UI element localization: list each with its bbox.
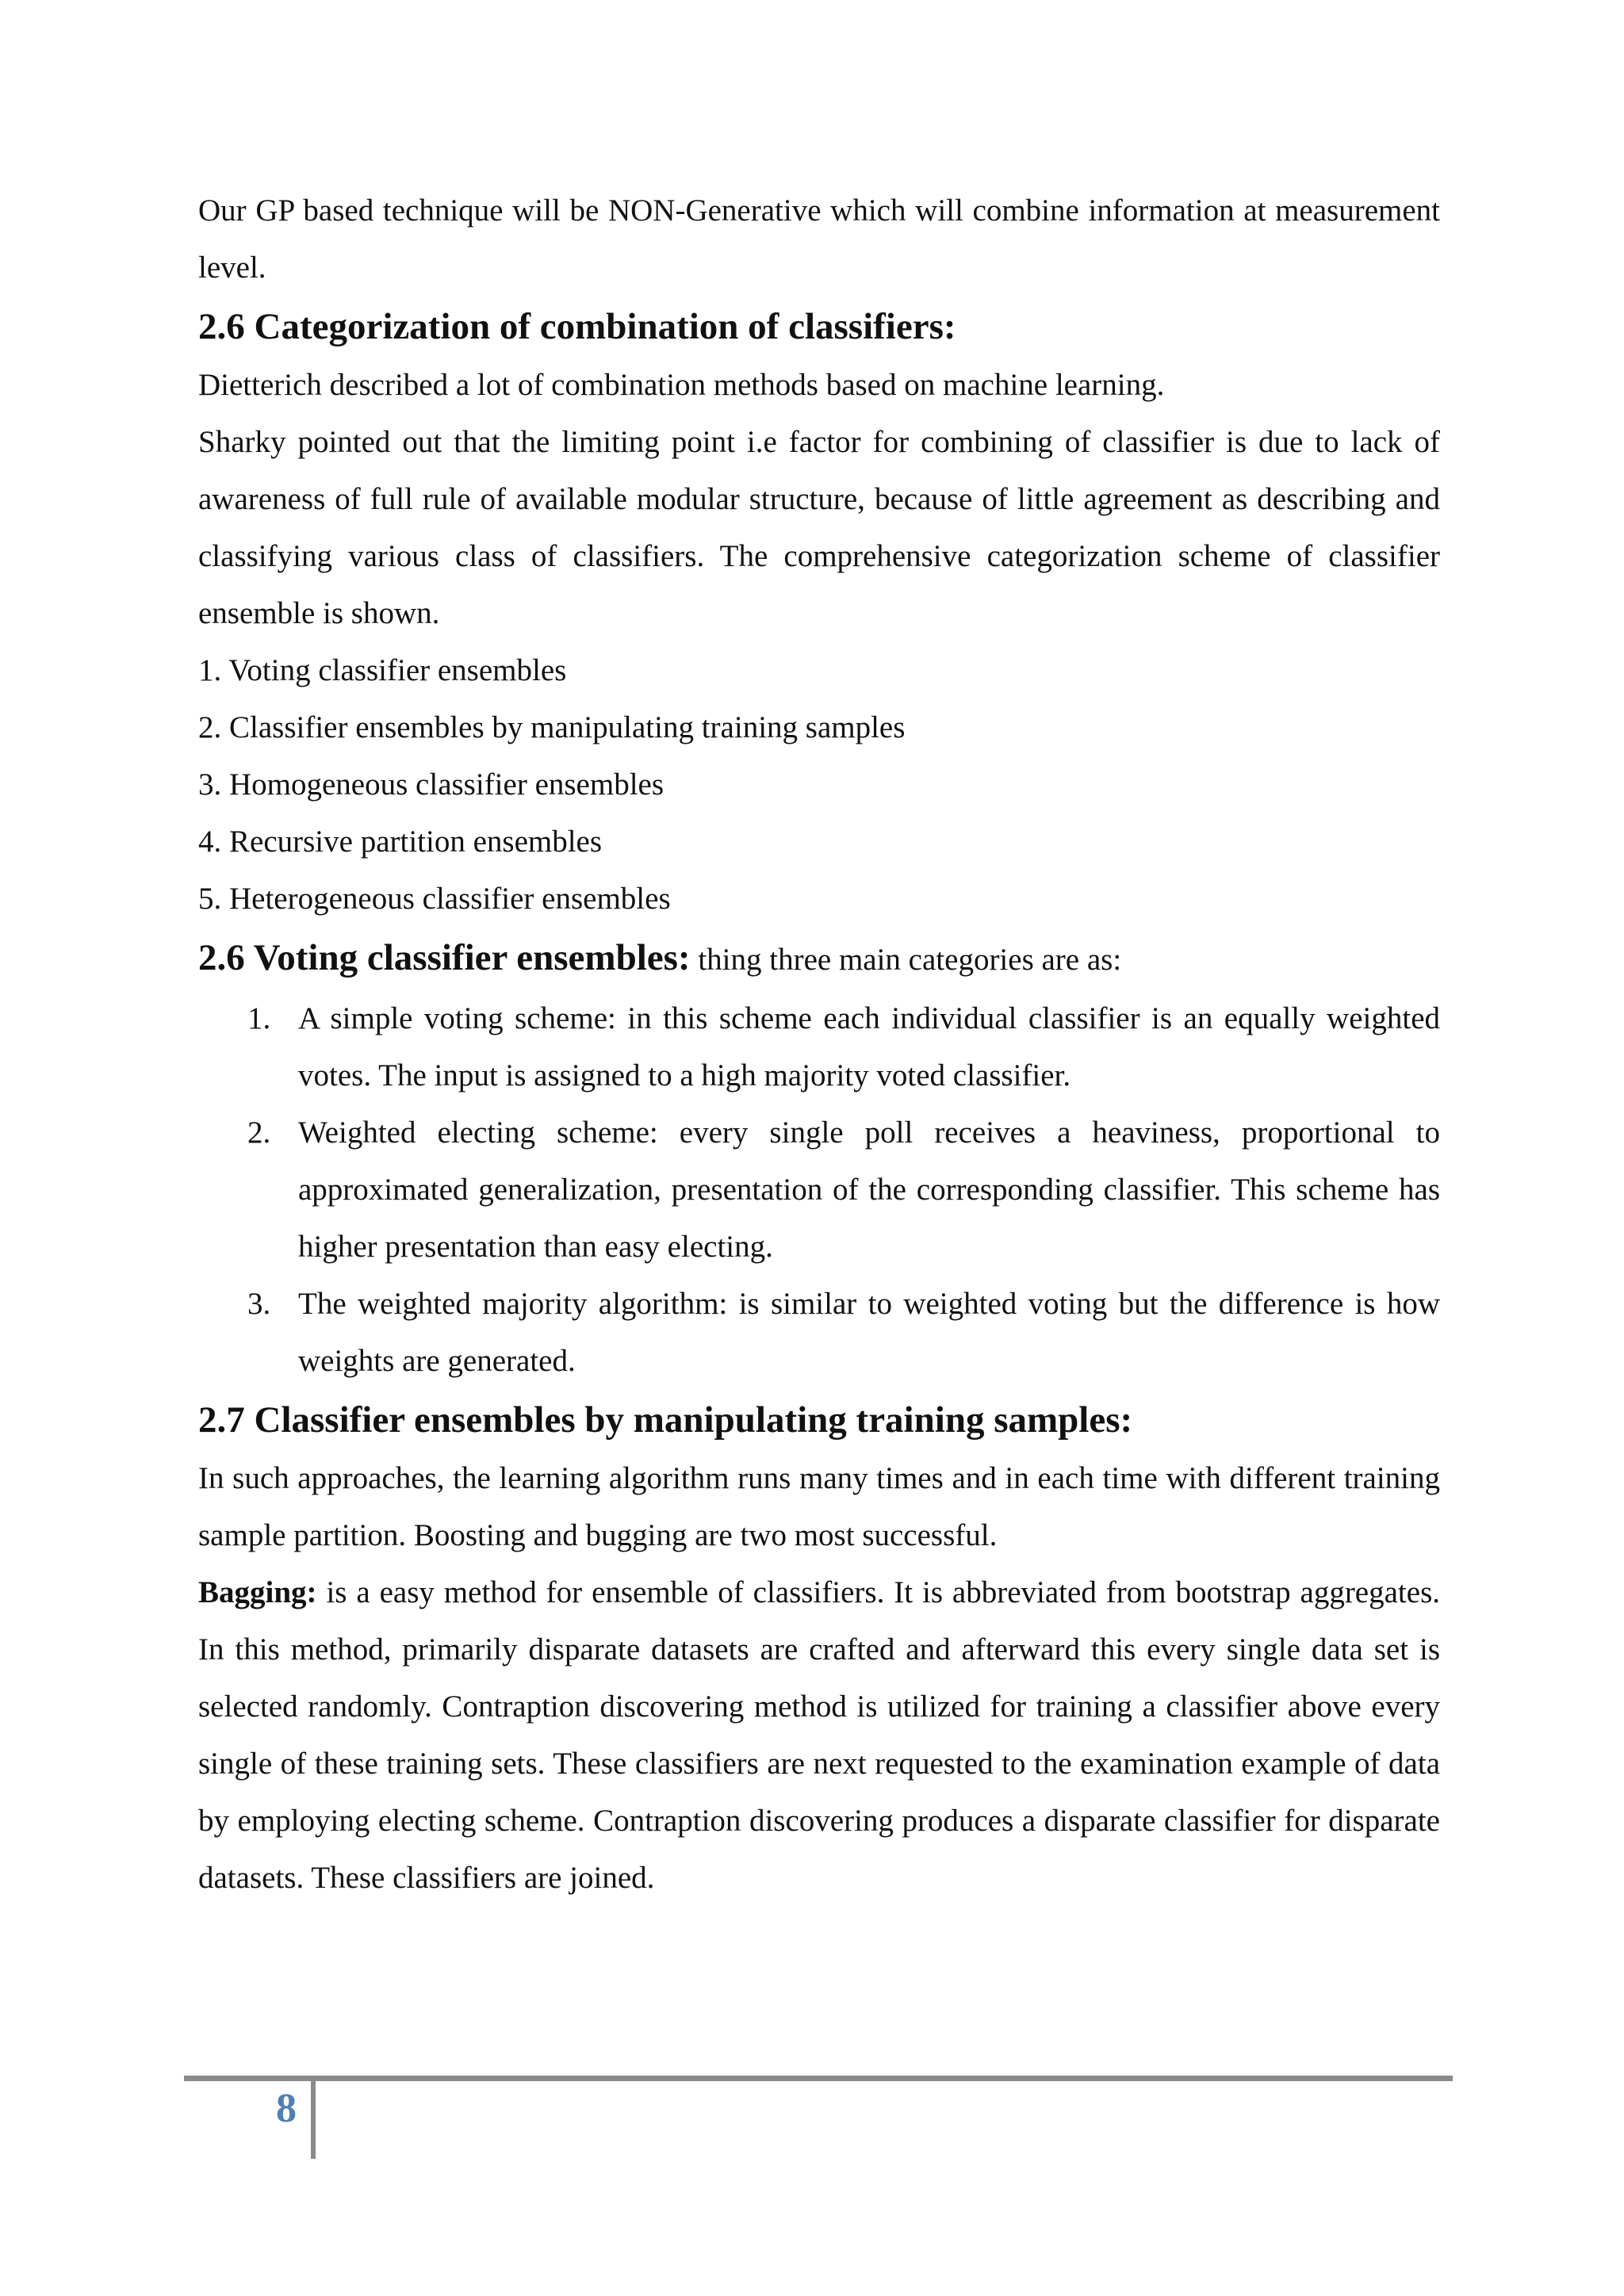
list-item: 1. Voting classifier ensembles	[198, 653, 567, 687]
list-item: 5. Heterogeneous classifier ensembles	[198, 882, 671, 916]
page-number: 8	[276, 2086, 297, 2131]
list-item-number: 2.	[247, 1115, 271, 1150]
list-item: 2. Classifier ensembles by manipulating training samples	[198, 710, 906, 744]
page-body	[198, 182, 1440, 1907]
footer-rule	[184, 2076, 1453, 2081]
list-item-number: 1.	[247, 1001, 271, 1035]
list-item-text: Weighted electing scheme: every single poll receives a heaviness, proportional to approximated generalization, presentation of the corresponding classifier. This scheme has higher presentation than easy electing.	[298, 1115, 1440, 1264]
section-heading-voting	[198, 928, 1440, 990]
list-item	[198, 1276, 1440, 1390]
voting-heading-tail: thing three main categories are as:	[690, 943, 1122, 977]
list-item: 4. Recursive partition ensembles	[198, 825, 603, 859]
list-item	[198, 1104, 1440, 1276]
section-heading-categorization: 2.6 Categorization of combination of classifiers:	[198, 306, 956, 347]
approaches-paragraph: In such approaches, the learning algorithm runs many times and in each time with different training sample partition. Boosting and bugging are two most successful.	[198, 1461, 1440, 1552]
section-heading-manipulating: 2.7 Classifier ensembles by manipulating training samples:	[198, 1399, 1133, 1441]
footer-vertical-bar	[311, 2081, 316, 2159]
list-item: 3. Homogeneous classifier ensembles	[198, 767, 665, 802]
list-item-number: 3.	[247, 1287, 271, 1321]
dietterich-line: Dietterich described a lot of combination methods based on machine learning.	[198, 368, 1165, 402]
bagging-paragraph	[198, 1564, 1440, 1907]
list-item	[198, 990, 1440, 1104]
bagging-label: Bagging:	[198, 1575, 317, 1609]
intro-paragraph: Our GP based technique will be NON-Generative which will combine information at measurement level.	[198, 193, 1440, 285]
voting-heading-title: 2.6 Voting classifier ensembles:	[198, 937, 691, 978]
bagging-text: is a easy method for ensemble of classifiers. It is abbreviated from bootstrap aggregates. In this method, primarily disparate datasets are crafted and afterward this every single data set is selected randomly. Contraption discovering method is utilized for training a classifier above every single of these training sets. These classifiers are next requested to the examination example of data by employing electing scheme. Contraption discovering produces a disparate classifier for disparate datasets. These classifiers are joined.	[198, 1575, 1440, 1895]
voting-schemes-list	[198, 990, 1440, 1390]
list-item-text: The weighted majority algorithm: is similar to weighted voting but the difference is how weights are generated.	[298, 1287, 1440, 1378]
sharky-paragraph: Sharky pointed out that the limiting point i.e factor for combining of classifier is due to lack of awareness of full rule of available modular structure, because of little agreement as describing and classifying various class of classifiers. The comprehensive categorization scheme of classifier ensemble is shown.	[198, 425, 1440, 630]
categorization-list	[198, 642, 1440, 928]
list-item-text: A simple voting scheme: in this scheme each individual classifier is an equally weighted votes. The input is assigned to a high majority voted classifier.	[298, 1001, 1440, 1093]
